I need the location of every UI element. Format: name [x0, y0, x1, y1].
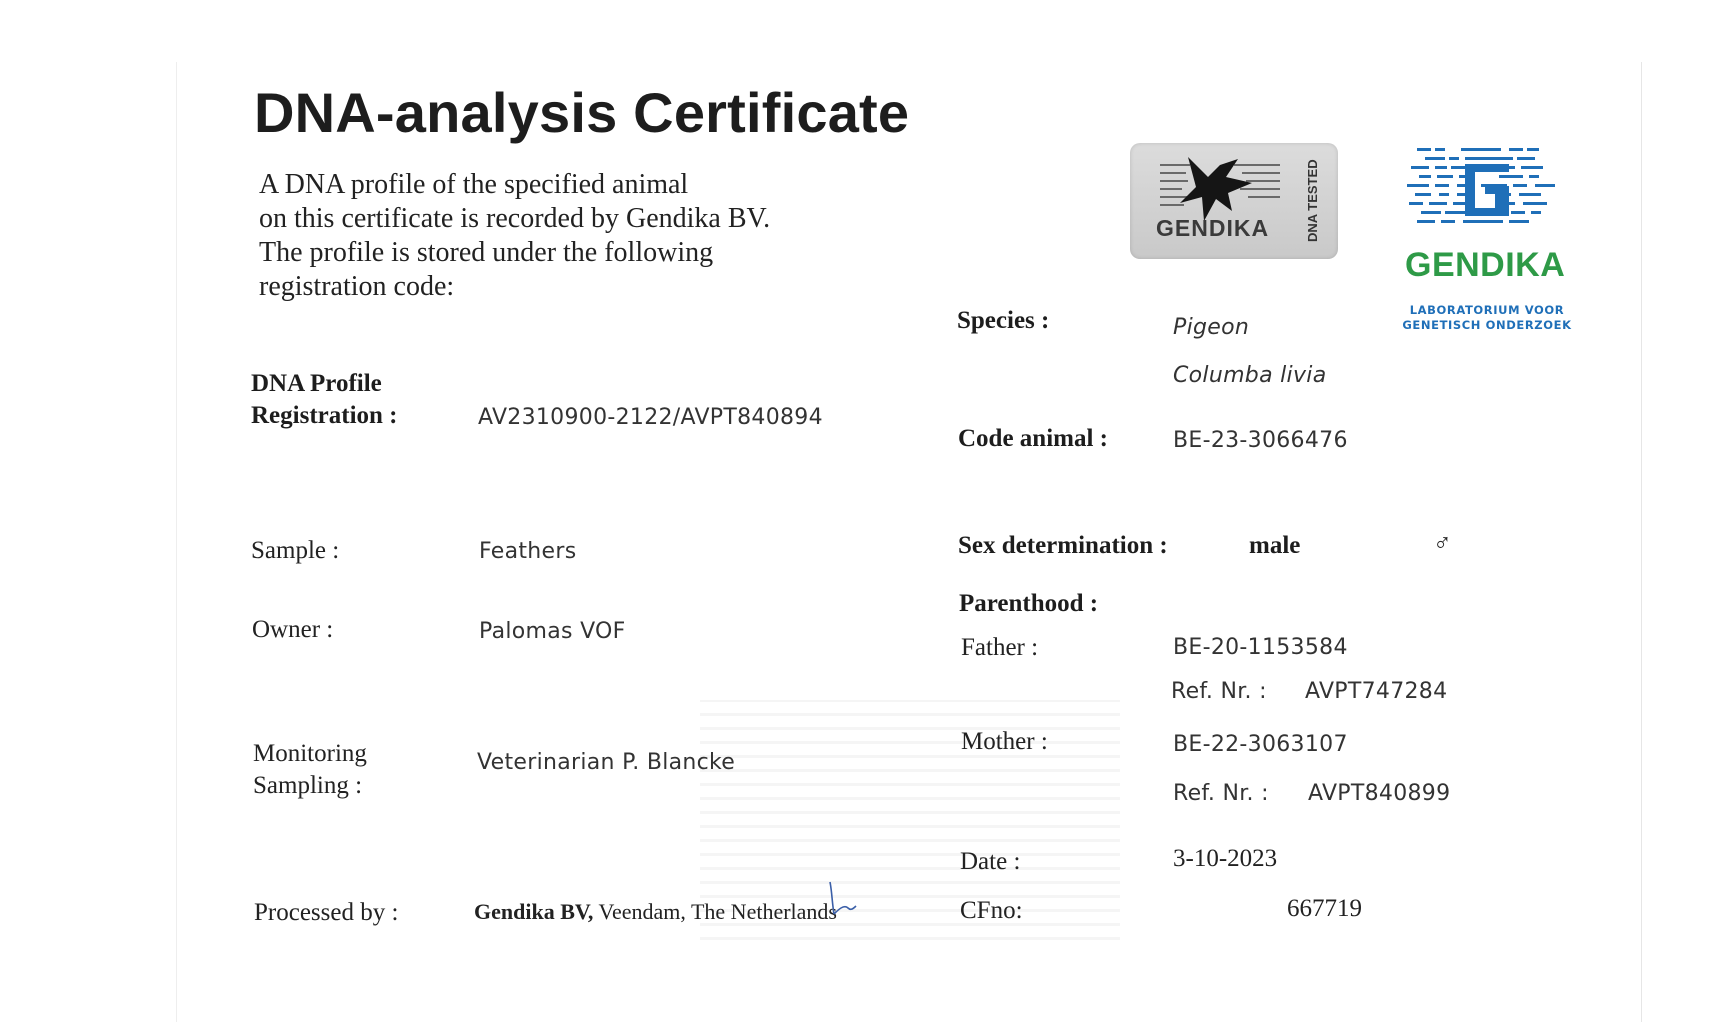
logo-subtitle-line: LABORATORIUM VOOR	[1409, 303, 1565, 317]
monitoring-value: Veterinarian P. Blancke	[477, 750, 736, 775]
father-ref-value: AVPT747284	[1305, 679, 1448, 704]
species-label: Species :	[957, 307, 1050, 334]
sex-value: male	[1249, 532, 1301, 559]
registration-label-line: DNA Profile	[251, 370, 382, 397]
badge-dna-tested-text: DNA TESTED	[1305, 159, 1320, 243]
owner-label: Owner :	[252, 616, 334, 643]
date-label: Date :	[960, 848, 1021, 875]
gendika-logo-wordmark: GENDIKA	[1405, 246, 1566, 284]
logo-subtitle-line: GENETISCH ONDERZOEK	[1402, 318, 1572, 332]
processed-label: Processed by :	[254, 899, 399, 926]
species-latin-value: Columba livia	[1173, 363, 1327, 388]
registration-label	[251, 368, 398, 432]
sex-determination-label: Sex determination :	[958, 532, 1168, 559]
male-symbol-icon: ♂	[1433, 530, 1452, 557]
badge-brand-text: GENDIKA	[1156, 215, 1270, 241]
owner-value: Palomas VOF	[479, 619, 626, 644]
cfno-value: 667719	[1287, 895, 1362, 922]
monitoring-label	[253, 738, 367, 802]
mother-value: BE-22-3063107	[1173, 732, 1348, 757]
intro-line: A DNA profile of the specified animal	[259, 169, 689, 200]
gendika-logo-icon	[1405, 144, 1565, 240]
registration-label-line: Registration :	[251, 402, 398, 429]
cfno-label: CFno:	[960, 897, 1023, 924]
processed-company: Gendika BV,	[474, 899, 594, 924]
father-ref-label: Ref. Nr. :	[1171, 679, 1267, 704]
father-label: Father :	[961, 634, 1039, 661]
handwritten-mark	[818, 880, 858, 924]
intro-line: registration code:	[259, 271, 455, 302]
mother-ref-label: Ref. Nr. :	[1173, 781, 1269, 806]
mother-label: Mother :	[961, 728, 1048, 755]
parenthood-label: Parenthood :	[959, 590, 1099, 617]
intro-line: The profile is stored under the following	[259, 237, 714, 268]
monitoring-label-line: Sampling :	[253, 772, 363, 799]
sample-value: Feathers	[479, 539, 577, 564]
intro-paragraph	[259, 168, 770, 304]
certificate-title: DNA-analysis Certificate	[254, 81, 910, 144]
dna-tested-badge	[1130, 143, 1338, 259]
species-common-value: Pigeon	[1173, 315, 1250, 340]
sample-label: Sample :	[251, 537, 340, 564]
father-value: BE-20-1153584	[1173, 635, 1348, 660]
code-animal-label: Code animal :	[958, 425, 1108, 452]
date-value: 3-10-2023	[1173, 845, 1278, 872]
mother-ref-value: AVPT840899	[1308, 781, 1451, 806]
registration-value: AV2310900-2122/AVPT840894	[478, 405, 823, 430]
intro-line: on this certificate is recorded by Gendika BV.	[259, 203, 771, 234]
gendika-logo-subtitle	[1402, 303, 1572, 333]
processed-value	[474, 899, 837, 925]
processed-location: Veendam, The Netherlands	[593, 899, 837, 924]
monitoring-label-line: Monitoring	[253, 740, 367, 767]
code-animal-value: BE-23-3066476	[1173, 428, 1348, 453]
